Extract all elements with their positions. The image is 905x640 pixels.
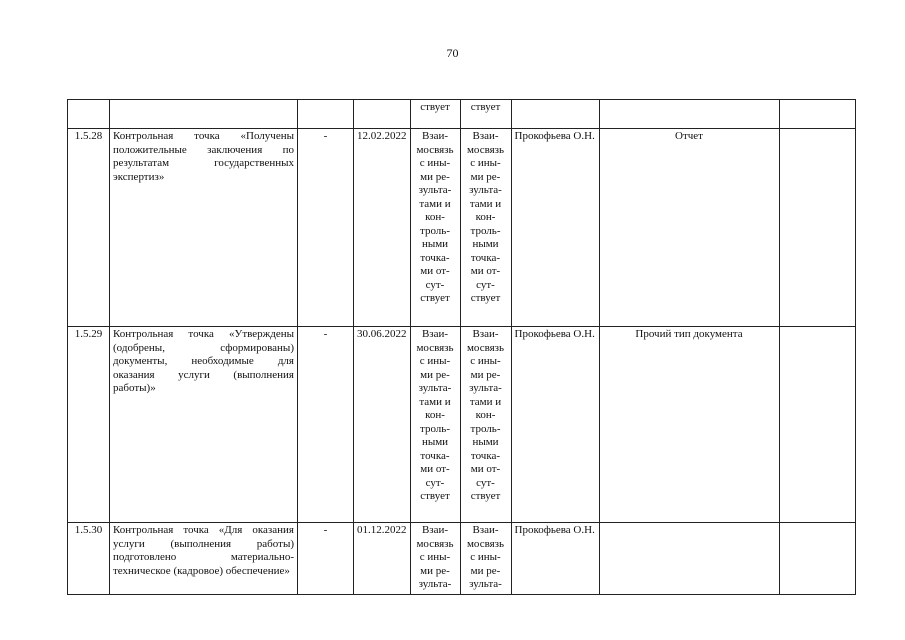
cell-date: 12.02.2022 (354, 129, 411, 327)
table-row (68, 327, 856, 523)
relation-line: ствует (420, 101, 450, 113)
relation-line: Взаи- (472, 328, 499, 340)
table-row-continuation (68, 100, 856, 129)
cell-dash: - (298, 327, 354, 523)
cell-dash: - (298, 523, 354, 595)
relation-line: троль- (470, 422, 501, 435)
relation-line: точка- (420, 449, 450, 462)
cell-relation-b (460, 100, 511, 129)
relation-line: ми ре- (420, 170, 450, 183)
relation-line: сут- (476, 476, 495, 489)
cell-document (599, 100, 779, 129)
relation-line: ми от- (470, 265, 501, 277)
cell-num (68, 100, 110, 129)
cell-relation-a (410, 100, 460, 129)
relation-line: ными (421, 436, 449, 448)
relation-line: зульта- (469, 382, 502, 394)
relation-line: мосвязь (466, 143, 505, 156)
relation-line: точка- (470, 251, 501, 264)
relation-line: кон- (425, 211, 445, 223)
cell-relation-a (410, 129, 460, 327)
relation-line: Взаи- (421, 328, 449, 340)
cell-extra (779, 129, 855, 327)
cell-num: 1.5.28 (68, 129, 110, 327)
relation-line: зульта- (418, 578, 452, 590)
cell-date: 01.12.2022 (354, 523, 411, 595)
cell-dash: - (298, 129, 354, 327)
cell-date: 30.06.2022 (354, 327, 411, 523)
relation-line: ствует (470, 292, 501, 304)
relation-line: мосвязь (466, 537, 505, 550)
relation-line: с ины- (419, 551, 451, 563)
relation-line: мосвязь (416, 143, 454, 156)
relation-line: тами и (469, 197, 502, 210)
relation-line: точка- (470, 449, 501, 462)
cell-responsible: Прокофьева О.Н. (511, 327, 599, 523)
relation-line: ствует (470, 490, 501, 502)
cell-relation-b (460, 523, 511, 595)
relation-line: ми ре- (420, 564, 450, 577)
relation-line: тами и (419, 197, 451, 210)
relation-line: троль- (420, 422, 450, 435)
relation-line: Взаи- (421, 524, 449, 536)
relation-line: сут- (425, 476, 445, 489)
table-row (68, 523, 856, 595)
relation-line: с ины- (470, 551, 501, 563)
cell-responsible (511, 100, 599, 129)
cell-name (110, 100, 298, 129)
cell-relation-b (460, 129, 511, 327)
relation-line: Взаи- (472, 524, 499, 536)
relation-line: кон- (425, 409, 445, 421)
relation-line: с ины- (419, 355, 451, 367)
cell-dash (298, 100, 354, 129)
relation-line: с ины- (419, 157, 451, 169)
cell-responsible: Прокофьева О.Н. (511, 129, 599, 327)
relation-line: ми от- (470, 463, 501, 475)
cell-relation-b (460, 327, 511, 523)
relation-line: Взаи- (421, 130, 449, 142)
relation-line: мосвязь (416, 341, 454, 354)
cell-name: Контрольная точка «Получены положительные заключения по результатам государственных экспертиз» (110, 129, 298, 327)
relation-line: мосвязь (466, 341, 505, 354)
cell-relation-a (410, 523, 460, 595)
relation-line: ными (472, 238, 499, 250)
control-points-table (67, 99, 856, 595)
relation-line: ми от- (420, 265, 450, 277)
relation-line: ми ре- (470, 564, 501, 577)
relation-line: ми ре- (470, 368, 501, 381)
cell-document: Прочий тип документа (599, 327, 779, 523)
relation-line: сут- (476, 278, 495, 291)
table-row (68, 129, 856, 327)
relation-line: точка- (420, 251, 450, 264)
relation-line: сут- (425, 278, 445, 291)
relation-line: ными (421, 238, 449, 250)
page-number: 70 (446, 46, 459, 60)
relation-line: ными (472, 436, 499, 448)
cell-responsible: Прокофьева О.Н. (511, 523, 599, 595)
relation-line: зульта- (418, 382, 452, 394)
relation-line: зульта- (418, 184, 452, 196)
cell-date (354, 100, 411, 129)
relation-line: ми ре- (420, 368, 450, 381)
relation-line: ми ре- (470, 170, 501, 183)
relation-line: с ины- (470, 157, 501, 169)
relation-line: тами и (469, 395, 502, 408)
cell-name: Контрольная точка «Для оказания услуги (выполнения работы) подготовлено материально-техническое (кадровое) обеспечение» (110, 523, 298, 595)
cell-document: Отчет (599, 129, 779, 327)
cell-num: 1.5.29 (68, 327, 110, 523)
cell-extra (779, 523, 855, 595)
relation-line: мосвязь (416, 537, 454, 550)
relation-line: тами и (419, 395, 451, 408)
relation-line: с ины- (470, 355, 501, 367)
relation-line: зульта- (469, 578, 502, 590)
cell-extra (779, 327, 855, 523)
relation-line: ствует (470, 101, 501, 113)
relation-line: Взаи- (472, 130, 499, 142)
cell-document (599, 523, 779, 595)
cell-num: 1.5.30 (68, 523, 110, 595)
relation-line: троль- (470, 224, 501, 237)
relation-line: ствует (420, 490, 450, 502)
relation-line: ми от- (420, 463, 450, 475)
relation-line: троль- (420, 224, 450, 237)
cell-name: Контрольная точка «Утверждены (одобрены, сформированы) документы, необходимые для оказания услуги (выполнения работы)» (110, 327, 298, 523)
relation-line: ствует (420, 292, 450, 304)
relation-line: кон- (475, 211, 496, 223)
relation-line: зульта- (469, 184, 502, 196)
cell-extra (779, 100, 855, 129)
cell-relation-a (410, 327, 460, 523)
relation-line: кон- (475, 409, 496, 421)
